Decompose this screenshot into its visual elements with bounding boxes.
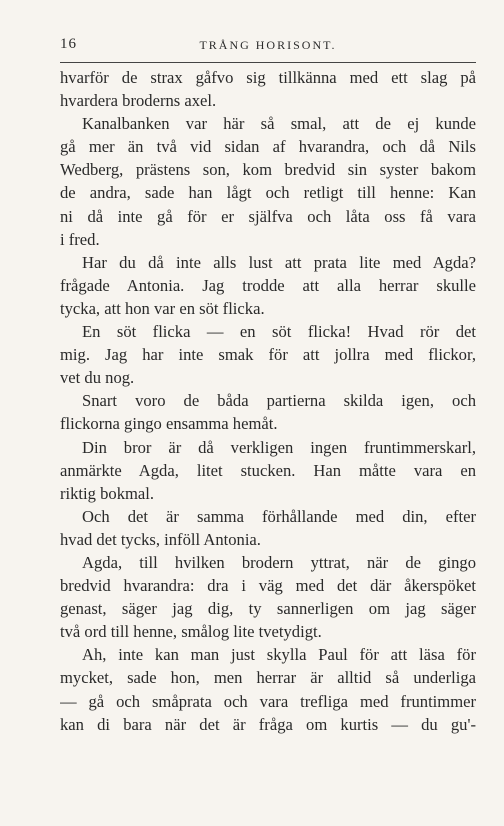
text-line: mig. Jag har inte smak för att jollra med flickor, [60, 345, 476, 365]
text-line: Agda, till hvilken brodern yttrat, när de gingo [82, 552, 476, 572]
text-line: Din bror är då verkligen ingen fruntimmerskarl, [82, 437, 476, 457]
text-line: En söt flicka — en söt flicka! Hvad rör det [82, 322, 476, 342]
text-line: i fred. [60, 229, 100, 249]
text-line: frågade Antonia. Jag trodde att alla herrar skulle [60, 275, 476, 295]
text-line: riktig bokmal. [60, 483, 155, 503]
text-line: mycket, sade hon, men herrar är alltid så underliga [60, 668, 476, 688]
text-line: Ah, inte kan man just skylla Paul för att läsa för [82, 645, 476, 665]
text-line: Och det är samma förhållande med din, efter [82, 506, 476, 526]
text-line: vet du nog. [60, 368, 135, 388]
text-line: kan di bara när det är fråga om kurtis — du gu'- [60, 714, 476, 734]
text-line: tycka, att hon var en söt flicka. [60, 298, 265, 318]
text-line: flickorna gingo ensamma hemåt. [60, 414, 278, 434]
text-line: två ord till henne, smålog lite tvetydigt. [60, 622, 322, 642]
text-line: gå mer än två vid sidan af hvarandra, och då Nils [60, 137, 476, 157]
text-line: hvad det tycks, inföll Antonia. [60, 529, 261, 549]
text-line: genast, säger jag dig, ty sannerligen om jag säger [60, 599, 476, 619]
text-line: anmärkte Agda, litet stucken. Han måtte vara en [60, 460, 476, 480]
body-text [60, 66, 476, 736]
running-head: TRÅNG HORISONT. [199, 38, 337, 52]
text-line: Wedberg, prästens son, kom bredvid sin syster bakom [60, 160, 476, 180]
page-number: 16 [60, 36, 77, 52]
header-rule [60, 62, 476, 63]
text-line: de andra, sade han lågt och retligt till henne: Kan [60, 183, 476, 203]
text-line: ni då inte gå för er själfva och låta oss få vara [60, 206, 476, 226]
page-header [60, 36, 476, 58]
text-line: — gå och småprata och vara trefliga med fruntimmer [60, 691, 476, 711]
text-line: hvarför de strax gåfvo sig tillkänna med ett slag på [60, 68, 476, 87]
text-line: hvardera broderns axel. [60, 91, 217, 111]
text-line: Har du då inte alls lust att prata lite med Agda? [82, 252, 476, 272]
text-line: bredvid hvarandra: dra i väg med det där åkerspöket [60, 576, 476, 596]
text-line: Kanalbanken var här så smal, att de ej kunde [82, 114, 476, 134]
text-line: Snart voro de båda partierna skilda igen, och [82, 391, 476, 411]
